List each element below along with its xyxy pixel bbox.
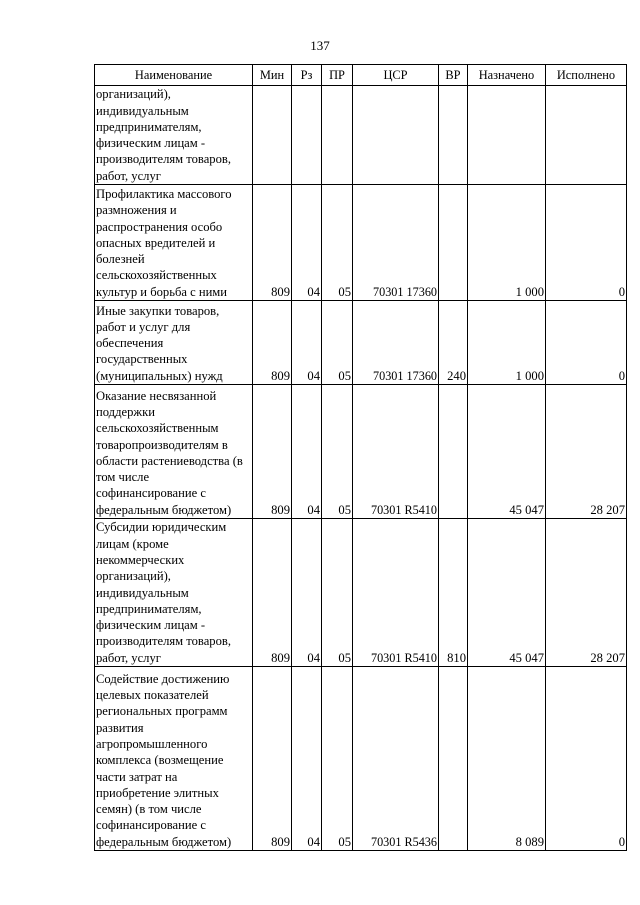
table-row — [95, 86, 627, 185]
header-csr: ЦСР — [353, 65, 439, 86]
row-min: 809 — [253, 185, 292, 301]
header-vr: ВР — [439, 65, 468, 86]
row-pr: 05 — [322, 385, 353, 519]
budget-table — [94, 64, 627, 851]
row-rz: 04 — [292, 301, 322, 385]
page-number: 137 — [310, 38, 330, 53]
row-assigned: 45 047 — [468, 519, 546, 667]
table-row — [95, 519, 627, 667]
row-csr — [353, 86, 439, 185]
table-header-row — [95, 65, 627, 86]
header-rz: Рз — [292, 65, 322, 86]
row-vr — [439, 667, 468, 851]
row-csr: 70301 17360 — [353, 301, 439, 385]
row-vr: 810 — [439, 519, 468, 667]
row-assigned: 45 047 — [468, 385, 546, 519]
row-pr: 05 — [322, 185, 353, 301]
row-executed: 0 — [546, 185, 627, 301]
row-pr: 05 — [322, 519, 353, 667]
row-rz: 04 — [292, 185, 322, 301]
table-row — [95, 301, 627, 385]
table-row — [95, 185, 627, 301]
row-csr: 70301 R5410 — [353, 519, 439, 667]
row-assigned: 1 000 — [468, 185, 546, 301]
row-name: Профилактика массового размножения и распространения особо опасных вредителей и болезней сельскохозяйственных культур и борьба с ними — [95, 185, 253, 301]
row-min: 809 — [253, 385, 292, 519]
row-name: организаций), индивидуальным предпринимателям, физическим лицам - производителям товаров, работ, услуг — [95, 86, 253, 185]
header-pr: ПР — [322, 65, 353, 86]
row-assigned: 1 000 — [468, 301, 546, 385]
row-name: Субсидии юридическим лицам (кроме некоммерческих организаций), индивидуальным предпринимателям, физическим лицам - производителям товаров, работ, услуг — [95, 519, 253, 667]
row-min: 809 — [253, 667, 292, 851]
row-csr: 70301 17360 — [353, 185, 439, 301]
row-csr: 70301 R5410 — [353, 385, 439, 519]
row-pr: 05 — [322, 301, 353, 385]
row-executed: 28 207 — [546, 385, 627, 519]
row-vr — [439, 185, 468, 301]
row-min: 809 — [253, 301, 292, 385]
row-name: Иные закупки товаров, работ и услуг для обеспечения государственных (муниципальных) нужд — [95, 301, 253, 385]
header-min: Мин — [253, 65, 292, 86]
row-name: Оказание несвязанной поддержки сельскохозяйственным товаропроизводителям в области растениеводства (в том числе софинансирование с федеральным бюджетом) — [95, 385, 253, 519]
header-name: Наименование — [95, 65, 253, 86]
header-executed: Исполнено — [546, 65, 627, 86]
row-vr: 240 — [439, 301, 468, 385]
row-csr: 70301 R5436 — [353, 667, 439, 851]
header-assigned: Назначено — [468, 65, 546, 86]
row-pr — [322, 86, 353, 185]
row-pr: 05 — [322, 667, 353, 851]
row-executed: 0 — [546, 301, 627, 385]
row-name: Содействие достижению целевых показателей региональных программ развития агропромышленного комплекса (возмещение части затрат на приобретение элитных семян) (в том числе софинансирование с федеральным бюджетом) — [95, 667, 253, 851]
table-row — [95, 385, 627, 519]
row-min: 809 — [253, 519, 292, 667]
row-executed: 0 — [546, 667, 627, 851]
row-vr — [439, 86, 468, 185]
table-row — [95, 667, 627, 851]
row-executed: 28 207 — [546, 519, 627, 667]
row-rz: 04 — [292, 519, 322, 667]
row-rz — [292, 86, 322, 185]
row-assigned — [468, 86, 546, 185]
row-assigned: 8 089 — [468, 667, 546, 851]
row-executed — [546, 86, 627, 185]
row-min — [253, 86, 292, 185]
row-vr — [439, 385, 468, 519]
row-rz: 04 — [292, 385, 322, 519]
row-rz: 04 — [292, 667, 322, 851]
